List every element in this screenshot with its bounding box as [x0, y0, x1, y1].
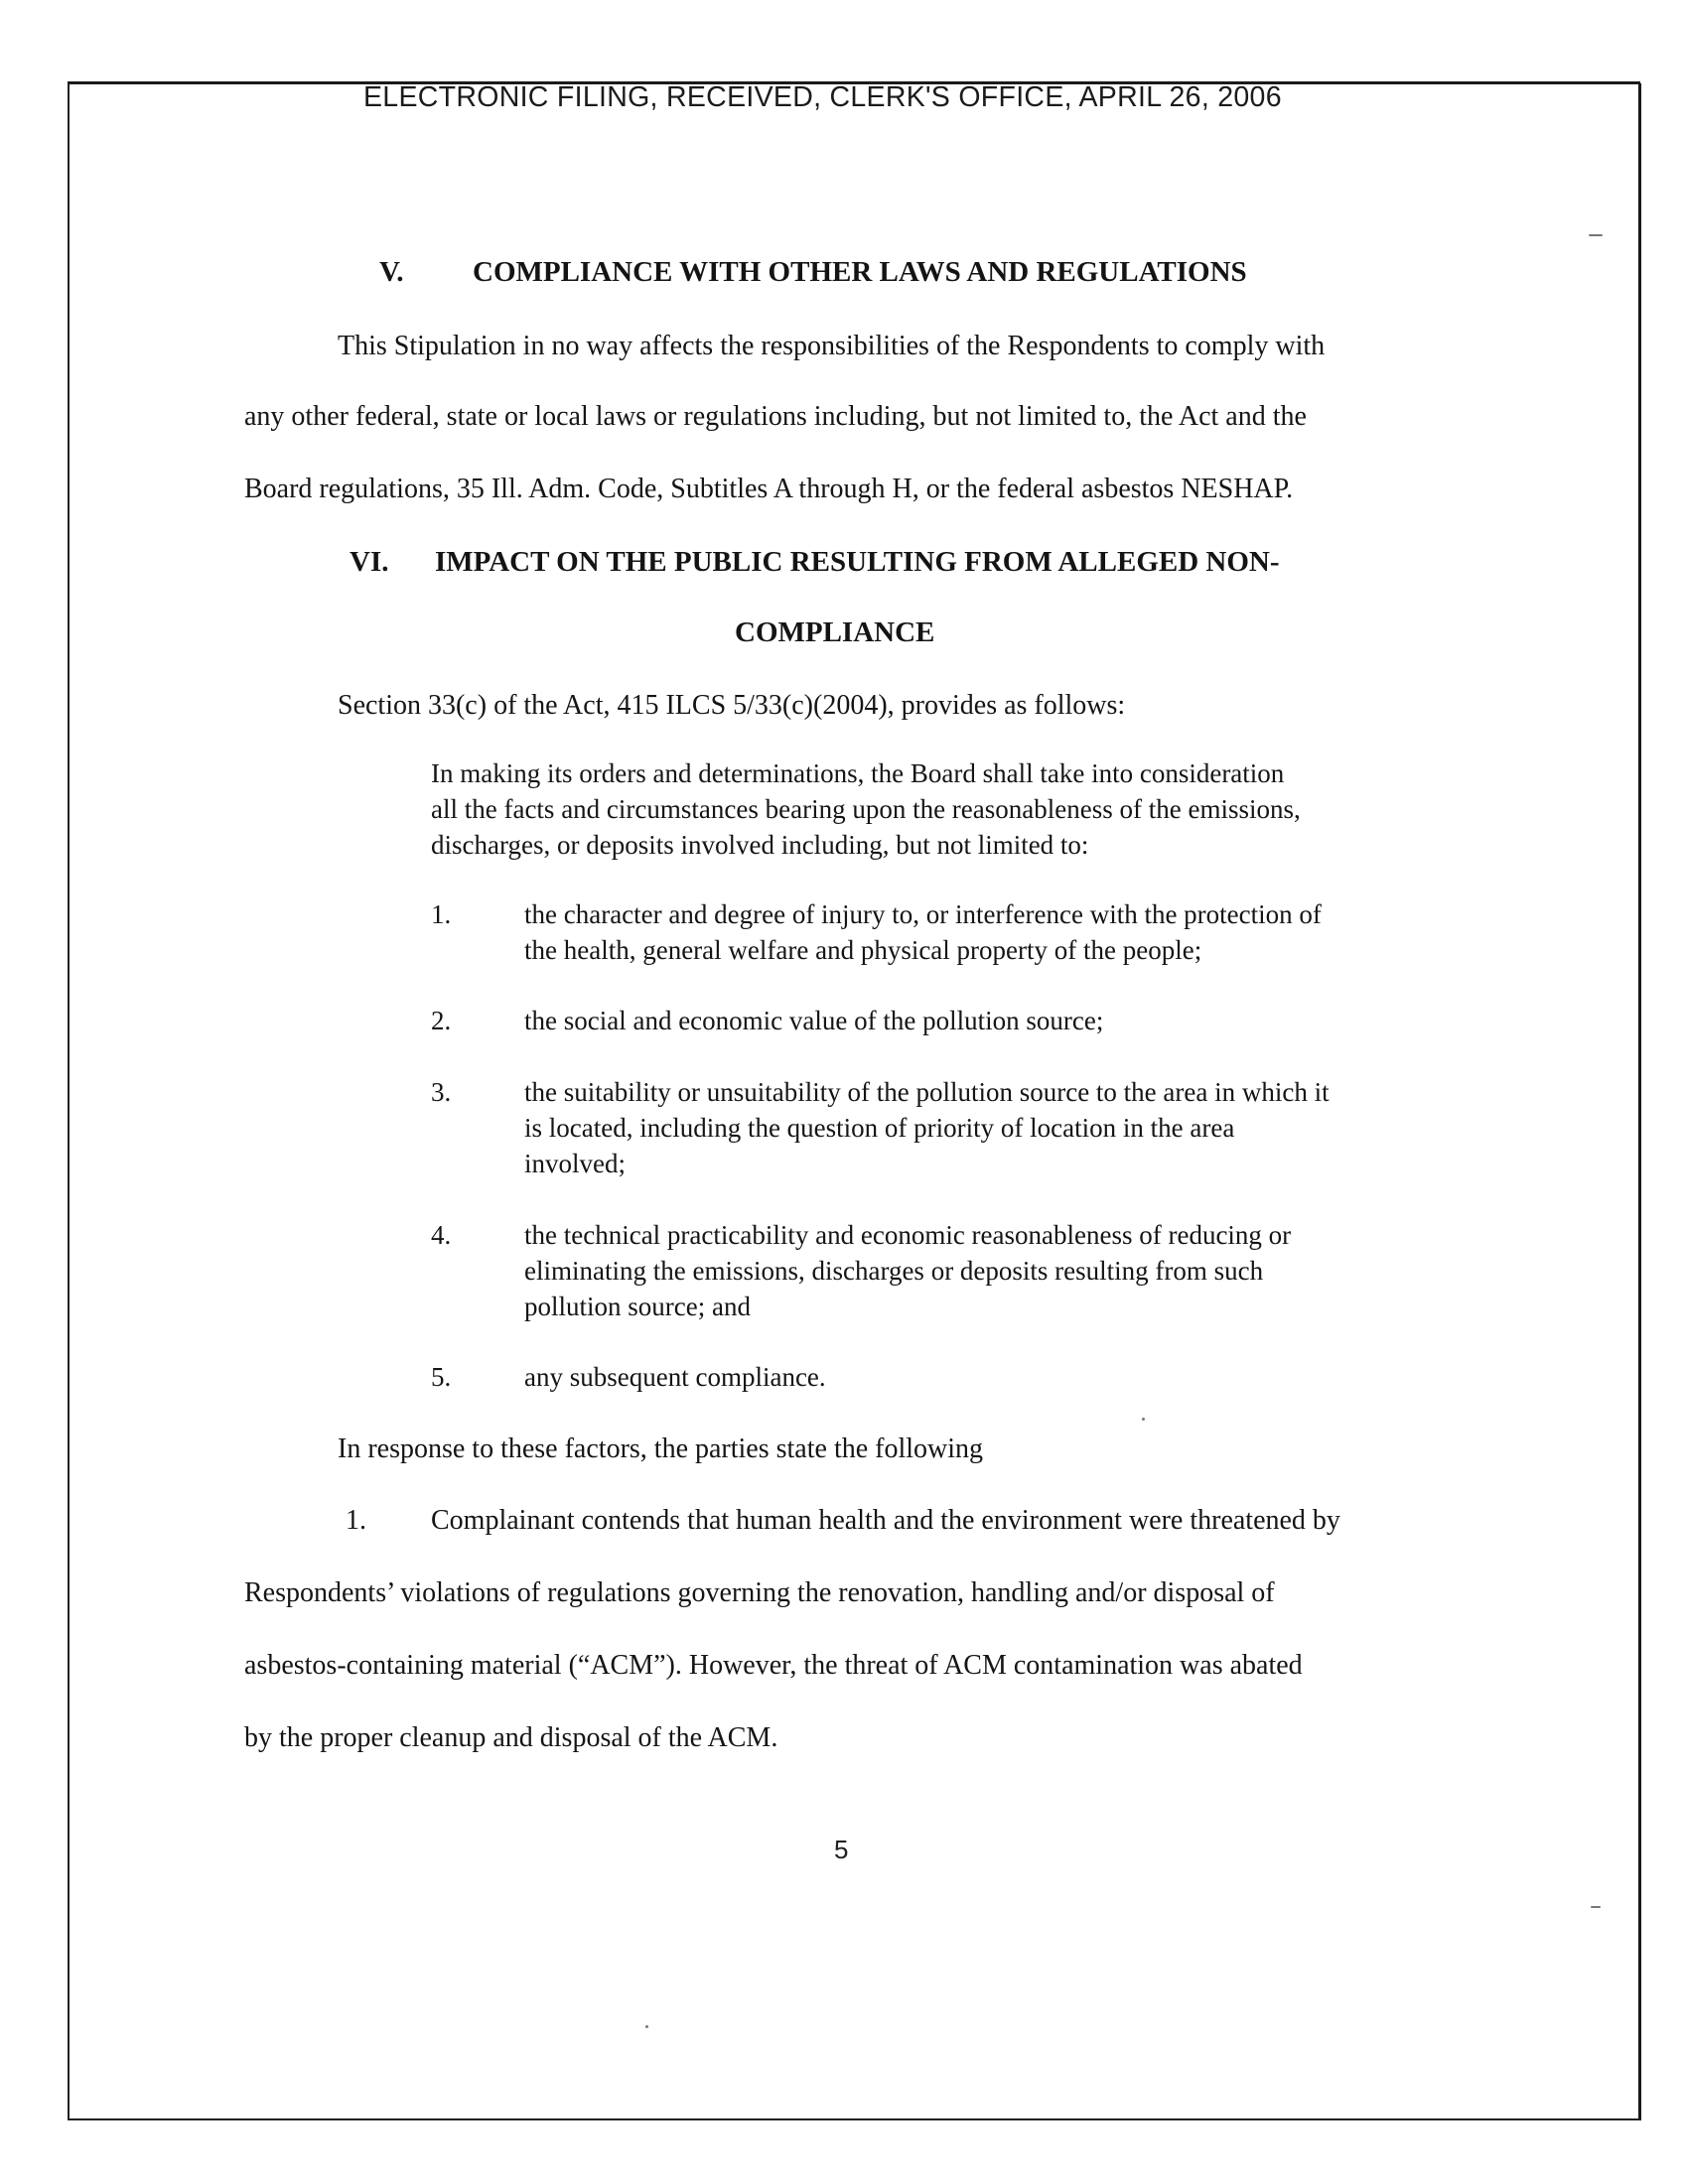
- section-v-paragraph-line-1: This Stipulation in no way affects the responsibilities of the Respondents to comply with: [338, 331, 1326, 361]
- page-number: 5: [834, 1835, 849, 1864]
- factor-5-line-1: any subsequent compliance.: [524, 1362, 826, 1392]
- statute-quote-line-1: In making its orders and determinations, the Board shall take into consideration: [431, 758, 1285, 788]
- section-vi-number: VI.: [350, 546, 389, 578]
- factor-4-line-2: eliminating the emissions, discharges or deposits resulting from such: [524, 1256, 1264, 1286]
- factor-3-line-1: the suitability or unsuitability of the pollution source to the area in which it: [524, 1077, 1330, 1107]
- response-1-number: 1.: [346, 1505, 366, 1536]
- response-1-line-1: Complainant contends that human health and the environment were threatened by: [431, 1505, 1340, 1536]
- scan-artifact-dot: [645, 2025, 648, 2028]
- factor-1-line-2: the health, general welfare and physical property of the people;: [524, 935, 1202, 965]
- factor-3-line-2: is located, including the question of priority of location in the area: [524, 1113, 1235, 1143]
- page-frame-right-border: [1638, 83, 1641, 2120]
- scan-artifact-dot: [1142, 1418, 1145, 1421]
- section-vi-title-line-2: COMPLIANCE: [735, 616, 935, 648]
- section-v-paragraph-line-2: any other federal, state or local laws or regulations including, but not limited to, the Act and the: [244, 401, 1307, 432]
- response-1-line-2: Respondents’ violations of regulations governing the renovation, handling and/or disposal of: [244, 1577, 1275, 1608]
- factor-4-line-3: pollution source; and: [524, 1292, 751, 1321]
- scan-artifact-mark: [1589, 234, 1603, 236]
- factor-4-line-1: the technical practicability and economic reasonableness of reducing or: [524, 1220, 1292, 1250]
- section-v-number: V.: [379, 256, 404, 288]
- factor-4-number: 4.: [431, 1220, 452, 1250]
- page-frame-left-border: [68, 83, 70, 2120]
- factor-5-number: 5.: [431, 1362, 452, 1392]
- statute-quote-line-3: discharges, or deposits involved including, but not limited to:: [431, 830, 1089, 860]
- scan-artifact-mark: [1591, 1906, 1601, 1908]
- statute-quote-line-2: all the facts and circumstances bearing upon the reasonableness of the emissions,: [431, 794, 1301, 824]
- section-v-paragraph-line-3: Board regulations, 35 Ill. Adm. Code, Subtitles A through H, or the federal asbestos NESHAP.: [244, 474, 1294, 504]
- section-v-title: COMPLIANCE WITH OTHER LAWS AND REGULATIONS: [473, 256, 1247, 288]
- page-frame-bottom-border: [68, 2118, 1640, 2120]
- factor-2-line-1: the social and economic value of the pollution source;: [524, 1006, 1104, 1035]
- factor-3-line-3: involved;: [524, 1149, 626, 1178]
- response-1-line-3: asbestos-containing material (“ACM”). However, the threat of ACM contamination was abated: [244, 1650, 1303, 1681]
- factor-1-line-1: the character and degree of injury to, or interference with the protection of: [524, 899, 1322, 929]
- filing-stamp-header: ELECTRONIC FILING, RECEIVED, CLERK'S OFFICE, APRIL 26, 2006: [363, 81, 1282, 113]
- response-1-line-4: by the proper cleanup and disposal of the ACM.: [244, 1722, 778, 1753]
- section-vi-intro: Section 33(c) of the Act, 415 ILCS 5/33(c)(2004), provides as follows:: [338, 690, 1126, 721]
- response-intro: In response to these factors, the parties state the following: [338, 1433, 984, 1464]
- factor-2-number: 2.: [431, 1006, 452, 1035]
- factor-1-number: 1.: [431, 899, 452, 929]
- section-vi-title-line-1: IMPACT ON THE PUBLIC RESULTING FROM ALLEGED NON-: [435, 546, 1280, 578]
- factor-3-number: 3.: [431, 1077, 452, 1107]
